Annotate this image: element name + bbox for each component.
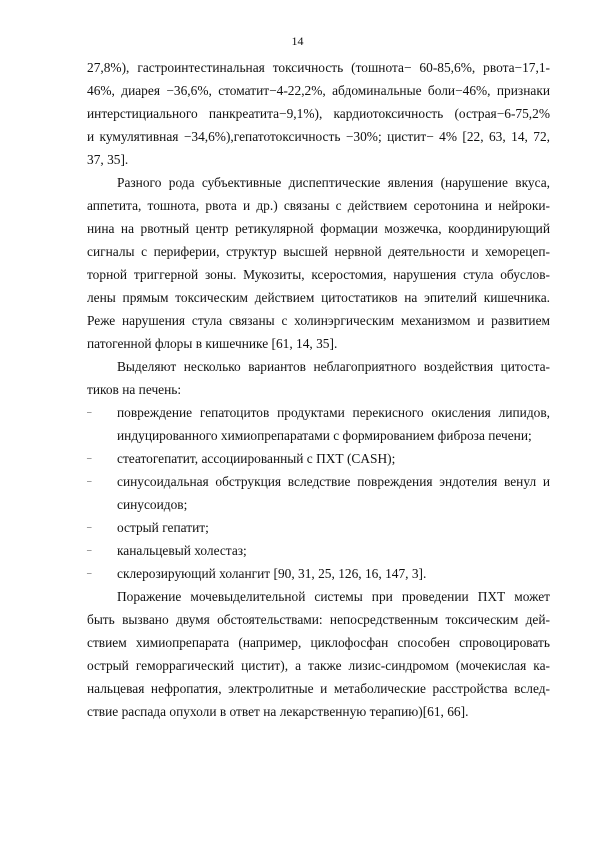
text-line: острый геморрагический цистит), а также лизис-синдромом (мочекислая ка- [87, 658, 550, 673]
text-line: 46%, диарея −36,6%, стоматит−4-22,2%, абдоминальные боли−46%, признаки [87, 83, 550, 98]
text-line: нина на рвотный центр ретикулярной формации мозжечка, координирующий [87, 221, 550, 236]
text-line: Разного рода субъективные диспептические явления (нарушение вкуса, [117, 175, 550, 190]
text-line: Реже нарушения стула связаны с холинэргическим механизмом и развитием [87, 313, 550, 328]
text-line: патогенной флоры в кишечнике [61, 14, 35]. [87, 336, 338, 351]
list-item [87, 470, 550, 516]
bullet-marker: – [87, 453, 92, 463]
list-item [87, 539, 550, 562]
text-line: 37, 35]. [87, 152, 129, 167]
text-line: Поражение мочевыделительной системы при проведении ПХТ может [117, 589, 550, 604]
paragraph-toxicity-stats [87, 56, 550, 171]
text-line: нальцевая нефропатия, электролитные и метаболические расстройства вслед- [87, 681, 550, 696]
paragraph-liver-intro [87, 355, 550, 401]
list-item-text: синусоидальная обструкция вследствие повреждения эндотелия венул и [117, 474, 550, 489]
text-line: и кумулятивная −34,6%),гепатотоксичность −30%; цистит− 4% [22, 63, 14, 72, [87, 129, 550, 144]
list-item-text: канальцевый холестаз; [117, 543, 247, 558]
paragraph-dyspeptic [87, 171, 550, 355]
list-item [87, 447, 550, 470]
text-line: интерстициального панкреатита−9,1%), кардиотоксичность (острая−6-75,2% [87, 106, 550, 121]
bullet-marker: – [87, 568, 92, 578]
list-item-text: острый гепатит; [117, 520, 209, 535]
page-number: 14 [291, 34, 304, 48]
bullet-marker: – [87, 522, 92, 532]
list-item [87, 516, 550, 539]
list-item-text: стеатогепатит, ассоциированный с ПХТ (CASH); [117, 451, 396, 466]
list-item-text: синусоидов; [117, 497, 188, 512]
bullet-marker: – [87, 476, 92, 486]
text-line: аппетита, тошнота, рвота и др.) связаны с действием серотонина и нейроки- [87, 198, 550, 213]
list-item [87, 401, 550, 447]
list-item-text: индуцированного химиопрепаратами с формированием фиброза печени; [117, 428, 532, 443]
text-line: Выделяют несколько вариантов неблагоприятного воздействия цитоста- [117, 359, 550, 374]
list-item [87, 562, 550, 585]
text-line: торной триггерной зоны. Мукозиты, ксеростомия, нарушения стула обуслов- [87, 267, 550, 282]
body-text [87, 56, 550, 723]
text-line: тиков на печень: [87, 382, 182, 397]
bullet-marker: – [87, 545, 92, 555]
text-line: лены прямым токсическим действием цитостатиков на эпителий кишечника. [87, 290, 550, 305]
text-line: ствие распада опухоли в ответ на лекарственную терапию)[61, 66]. [87, 704, 469, 719]
liver-damage-list [87, 401, 550, 585]
text-line: сигналы с периферии, структур высшей нервной деятельности и хеморецеп- [87, 244, 550, 259]
list-item-text: склерозирующий холангит [90, 31, 25, 126, 16, 147, 3]. [117, 566, 427, 581]
bullet-marker: – [87, 407, 92, 417]
text-line: ствием химиопрепарата (например, циклофосфан способен спровоцировать [87, 635, 550, 650]
list-item-text: повреждение гепатоцитов продуктами перекисного окисления липидов, [117, 405, 550, 420]
paragraph-urinary [87, 585, 550, 723]
text-line: быть вызвано двумя обстоятельствами: непосредственным токсическим дей- [87, 612, 550, 627]
text-line: 27,8%), гастроинтестинальная токсичность (тошнота− 60-85,6%, рвота−17,1- [87, 60, 550, 75]
